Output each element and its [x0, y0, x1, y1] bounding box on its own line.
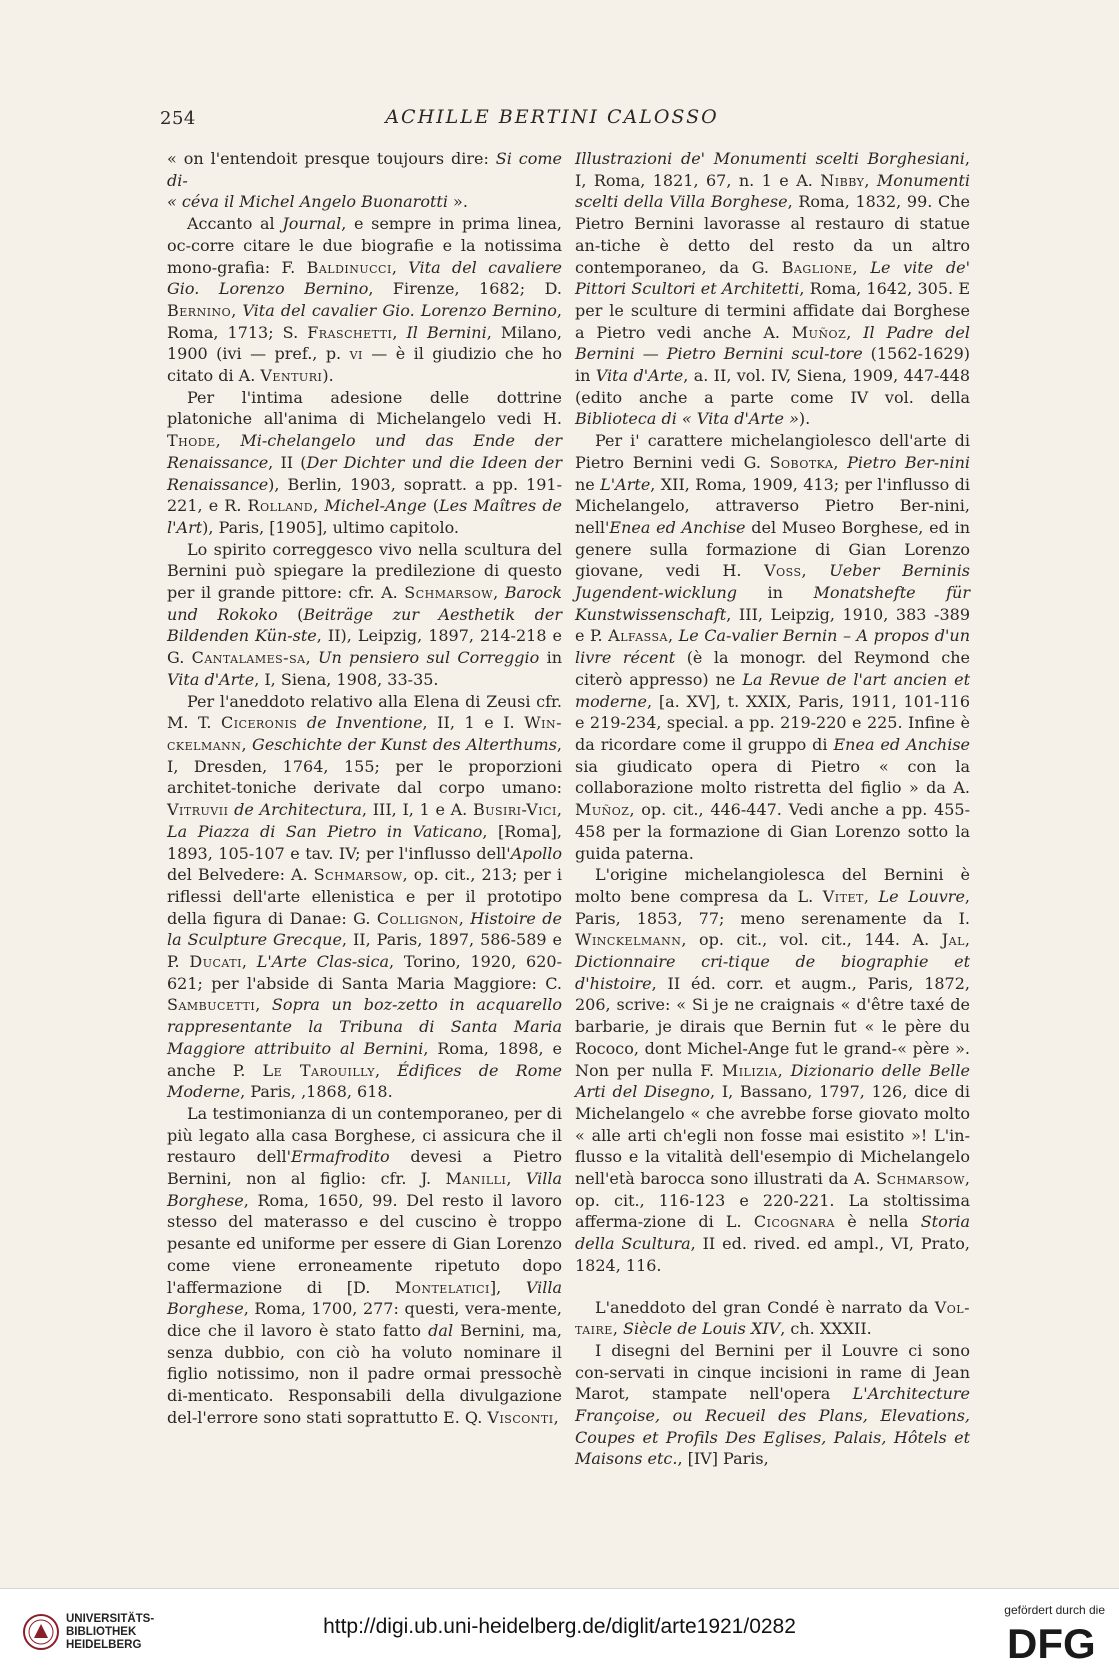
dfg-logo-icon: [1007, 1622, 1105, 1662]
text-column-left: [167, 148, 562, 1428]
paragraph: Illustrazioni de' Monumenti scelti Borghesiani, I, Roma, 1821, 67, n. 1 e A. Nibby, Monumenti scelti della Villa Borghese, Roma, 1832, 99. Che Pietro Bernini lavorasse al restauro di statue an-tiche è detto del resto da un altro contemporaneo, da G. Baglione, Le vite de' Pittori Scultori et Architetti, Roma, 1642, 305. E per le sculture di termini affidate dai Borghese a Pietro vedi anche A. Muñoz, Il Padre del Bernini — Pietro Bernini scul-tore (1562-1629) in Vita d'Arte, a. II, vol. IV, Siena, 1909, 447-448 (edito anche a parte come IV vol. della Biblioteca di « Vita d'Arte »).: [575, 149, 971, 429]
paragraph: I disegni del Bernini per il Louvre ci sono con-servati in cinque incisioni in rame di Jean Marot, stampate nell'opera L'Architecture Françoise, ou Recueil des Plans, Elevations, Coupes et Profils Des Eglises, Palais, Hôtels et Maisons etc., [IV] Paris,: [575, 1340, 970, 1469]
paragraph: La testimonianza di un contemporaneo, per di più legato alla casa Borghese, ci assicura che il restauro dell'Ermafrodito devesi a Pietro Bernini, non al figlio: cfr. J. Manilli, Villa Borghese, Roma, 1650, 99. Del resto il lavoro stesso del materasso e del cuscino è troppo pesante ed uniforme per essere di Gian Lorenzo come viene erroneamente ripetuto dopo l'affermazione di [D. Montelatici], Villa Borghese, Roma, 1700, 277: questi, vera-mente, dice che il lavoro è stato fatto dal Bernini, ma, senza dubbio, con ciò ha voluto nominare il figlio notissimo, non il padre ormai pressochè di-menticato. Responsabili della divulgazione del-l'errore sono stati soprattutto E. Q. Visconti,: [167, 1103, 563, 1427]
permalink-url[interactable]: http://digi.ub.uni-heidelberg.de/diglit/arte1921/0282: [323, 1615, 796, 1638]
paragraph: L'origine michelangiolesca del Bernini è molto bene compresa da L. Vitet, Le Louvre, Paris, 1853, 77; meno serenamente da I. Winckelmann, op. cit., vol. cit., 144. A. Jal, Dictionnaire cri-tique de biographie et d'histoire, II éd. corr. et augm., Paris, 1872, 206, scrive: « Si je ne craignais « d'être taxé de barbarie, je dirais que Bernin fut « le père du Rococo, dont Michel-Ange fut le grand-« père ». Non per nulla F. Milizia, Dizionario delle Belle Arti del Disegno, I, Bassano, 1797, 126, dice di Michelangelo « che avrebbe forse giovato molto « alle arti ch'egli non fosse mai esistito »! L'in-flusso e la vitalità dell'esempio di Michelangelo nell'età barocca sono illustrati da A. Schmarsow, op. cit., 116-123 e 220-221. La stoltissima afferma-zione di L. Cicognara è nella Storia della Scultura, II ed. rived. ed ampl., VI, Prato, 1824, 116.: [575, 865, 971, 1275]
paragraph: Lo spirito correggesco vivo nella scultura del Bernini può spiegare la predilezione di questo per il grande pittore: cfr. A. Schmarsow, Barock und Rokoko (Beiträge zur Aesthetik der Bildenden Kün-ste, II), Leipzig, 1897, 214-218 e G. Cantalames-sa, Un pensiero sul Correggio in Vita d'Arte, I, Siena, 1908, 33-35.: [167, 539, 562, 689]
funded-by-label: gefördert durch die: [1004, 1603, 1105, 1617]
page-number: 254: [160, 108, 196, 129]
page-header: [160, 104, 944, 134]
running-title: ACHILLE BERTINI CALOSSO: [385, 106, 719, 128]
paragraph: « on l'entendoit presque toujours dire: Si come di- « céva il Michel Angelo Buonarotti ».: [167, 149, 563, 212]
paragraph: L'aneddoto del gran Condé è narrato da Vol-taire, Siècle de Louis XIV, ch. XXXII.: [575, 1297, 970, 1339]
paragraph: Per l'aneddoto relativo alla Elena di Zeusi cfr. M. T. Ciceronis de Inventione, II, 1 e I. Win-ckelmann, Geschichte der Kunst des Alterthums, I, Dresden, 1764, 155; per le proporzioni architet-toniche derivate dal corpo umano: Vitruvii de Architectura, III, I, 1 e A. Busiri-Vici, La Piazza di San Pietro in Vaticano, [Roma], 1893, 105-107 e tav. IV; per l'influsso dell'Apollo del Belvedere: A. Schmarsow, op. cit., 213; per i riflessi dell'arte ellenistica e per il prototipo della figura di Danae: G. Collignon, Histoire de la Sculpture Grecque, II, Paris, 1897, 586-589 e P. Ducati, L'Arte Clas-sica, Torino, 1920, 620-621; per l'abside di Santa Maria Maggiore: C. Sambucetti, Sopra un boz-zetto in acquarello rappresentante la Tribuna di Santa Maria Maggiore attribuito al Bernini, Roma, 1898, e anche P. Le Tarouilly, Édifices de Rome Moderne, Paris, ,1868, 618.: [167, 691, 563, 1102]
paragraph: Accanto al Journal, e sempre in prima linea, oc-corre citare le due biografie e la notissima mono-grafia: F. Baldinucci, Vita del cavaliere Gio. Lorenzo Bernino, Firenze, 1682; D. Bernino, Vita del cavalier Gio. Lorenzo Bernino, Roma, 1713; S. Fraschetti, Il Bernini, Milano, 1900 (ivi — pref., p. vi — è il giudizio che ho citato di A. Venturi).: [167, 214, 563, 386]
paragraph: Per l'intima adesione delle dottrine platoniche all'anima di Michelangelo vedi H. Thode, Mi-chelangelo und das Ende der Renaissance, II (Der Dichter und die Ideen der Renaissance), Berlin, 1903, sopratt. a pp. 191-221, e R. Rolland, Michel-Ange (Les Maîtres de l'Art), Paris, [1905], ultimo capitolo.: [167, 387, 563, 537]
text-column-right: [575, 148, 970, 1470]
dfg-logo-text: DFG: [1007, 1622, 1096, 1662]
paragraph: Per i' carattere michelangiolesco dell'arte di Pietro Bernini vedi G. Sobotka, Pietro Ber-nini ne L'Arte, XII, Roma, 1909, 413; per l'influsso di Michelangelo, attraverso Pietro Ber-nini, nell'Enea ed Anchise del Museo Borghese, ed in genere sulla formazione di Gian Lorenzo giovane, vedi H. Voss, Ueber Berninis Jugendent-wicklung in Monatshefte für Kunstwissenschaft, III, Leipzig, 1910, 383 -389 e P. Alfassa, Le Ca-valier Bernin – A propos d'un livre récent (è la monogr. del Reymond che citerò appresso) ne La Revue de l'art ancien et moderne, [a. XV], t. XXIX, Paris, 1911, 101-116 e 219-234, special. a pp. 219-220 e 225. Infine è da ricordare come il gruppo di Enea ed Anchise sia giudicato opera di Pietro « con la collaborazione molto ristretta del figlio » da A. Muñoz, op. cit., 446-447. Vedi anche a pp. 455-458 per la formazione di Gian Lorenzo sotto la guida paterna.: [575, 431, 971, 863]
institution-name: UNIVERSITÄTS- BIBLIOTHEK HEIDELBERG: [66, 1613, 155, 1651]
viewer-footer: [0, 1588, 1119, 1674]
